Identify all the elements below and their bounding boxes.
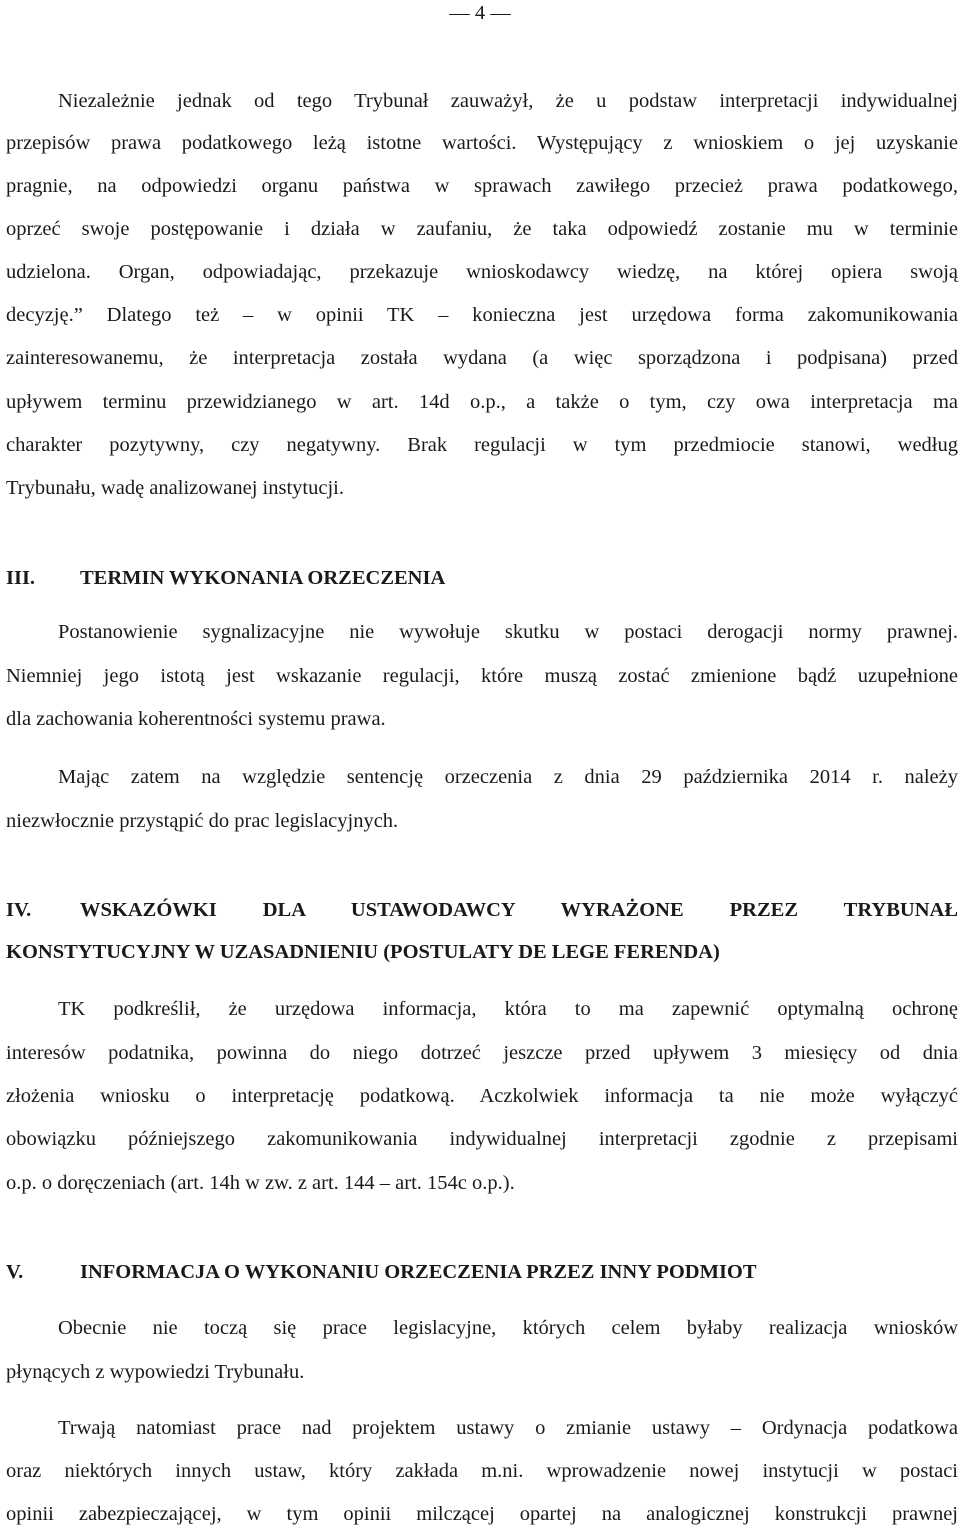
paragraph-line: Trwają natomiast prace nad projektem ustawy o zmianie ustawy – Ordynacja podatkowa <box>58 1417 958 1439</box>
paragraph-line: oraz niektórych innych ustaw, który zakłada m.ni. wprowadzenie nowej instytucji w postaci <box>6 1460 958 1482</box>
section-number: V. <box>6 1261 24 1283</box>
paragraph-line: dla zachowania koherentności systemu prawa. <box>6 708 386 730</box>
section-number: III. <box>6 567 36 589</box>
paragraph-line: opinii zabezpieczającej, w tym opinii milczącej opartej na analogicznej konstrukcji prawnej <box>6 1503 958 1525</box>
paragraph-line: obowiązku późniejszego zakomunikowania indywidualnej interpretacji zgodnie z przepisami <box>6 1128 958 1150</box>
paragraph-line: Postanowienie sygnalizacyjne nie wywołuje skutku w postaci derogacji normy prawnej. <box>58 621 958 643</box>
section-title: INFORMACJA O WYKONANIU ORZECZENIA PRZEZ INNY PODMIOT <box>80 1261 757 1283</box>
paragraph-line: upływem terminu przewidzianego w art. 14d o.p., a także o tym, czy owa interpretacja ma <box>6 391 958 413</box>
paragraph-line: Mając zatem na względzie sentencję orzeczenia z dnia 29 października 2014 r. należy <box>58 766 958 788</box>
paragraph-line: TK podkreślił, że urzędowa informacja, która to ma zapewnić optymalną ochronę <box>58 998 958 1020</box>
paragraph-line: charakter pozytywny, czy negatywny. Brak regulacji w tym przedmiocie stanowi, według <box>6 434 958 456</box>
paragraph-line: decyzję.” Dlatego też – w opinii TK – konieczna jest urzędowa forma zakomunikowania <box>6 304 958 326</box>
paragraph-line: Obecnie nie toczą się prace legislacyjne, których celem byłaby realizacja wniosków <box>58 1317 958 1339</box>
section-number: IV. <box>6 899 32 921</box>
section-heading-4 <box>6 895 958 925</box>
paragraph-line: złożenia wniosku o interpretację podatkową. Aczkolwiek informacja ta nie może wyłączyć <box>6 1085 958 1107</box>
paragraph-line: Niezależnie jednak od tego Trybunał zauważył, że u podstaw interpretacji indywidualnej <box>58 90 958 112</box>
paragraph-line: Trybunału, wadę analizowanej instytucji. <box>6 477 344 499</box>
paragraph-line: Niemniej jego istotą jest wskazanie regulacji, które muszą zostać zmienione bądź uzupełnione <box>6 665 958 687</box>
paragraph-line: płynących z wypowiedzi Trybunału. <box>6 1361 305 1383</box>
paragraph-line: interesów podatnika, powinna do niego dotrzeć jeszcze przed upływem 3 miesięcy od dnia <box>6 1042 958 1064</box>
paragraph-line: zainteresowanemu, że interpretacja została wydana (a więc sporządzona i podpisana) przed <box>6 347 958 369</box>
paragraph-line: o.p. o doręczeniach (art. 14h w zw. z art. 144 – art. 154c o.p.). <box>6 1172 515 1194</box>
paragraph-line: pragnie, na odpowiedzi organu państwa w sprawach zawiłego przecież prawa podatkowego, <box>6 175 958 197</box>
paragraph-line: niezwłocznie przystąpić do prac legislacyjnych. <box>6 810 399 832</box>
section-heading-4-continued: KONSTYTUCYJNY W UZASADNIENIU (POSTULATY DE LEGE FERENDA) <box>6 941 720 963</box>
section-title: WSKAZÓWKI DLA USTAWODAWCY WYRAŻONE PRZEZ TRYBUNAŁ <box>80 899 958 921</box>
paragraph-line: przepisów prawa podatkowego leżą istotne wartości. Występujący z wnioskiem o jej uzyskanie <box>6 132 958 154</box>
section-title: TERMIN WYKONANIA ORZECZENIA <box>80 567 446 589</box>
paragraph-line: udzielona. Organ, odpowiadając, przekazuje wnioskodawcy wiedzę, na której opiera swoją <box>6 261 958 283</box>
section-heading-3 <box>6 563 445 593</box>
section-heading-5 <box>6 1257 757 1287</box>
page-number: — 4 — <box>449 2 511 24</box>
paragraph-line: oprzeć swoje postępowanie i działa w zaufaniu, że taka odpowiedź zostanie mu w terminie <box>6 218 958 240</box>
